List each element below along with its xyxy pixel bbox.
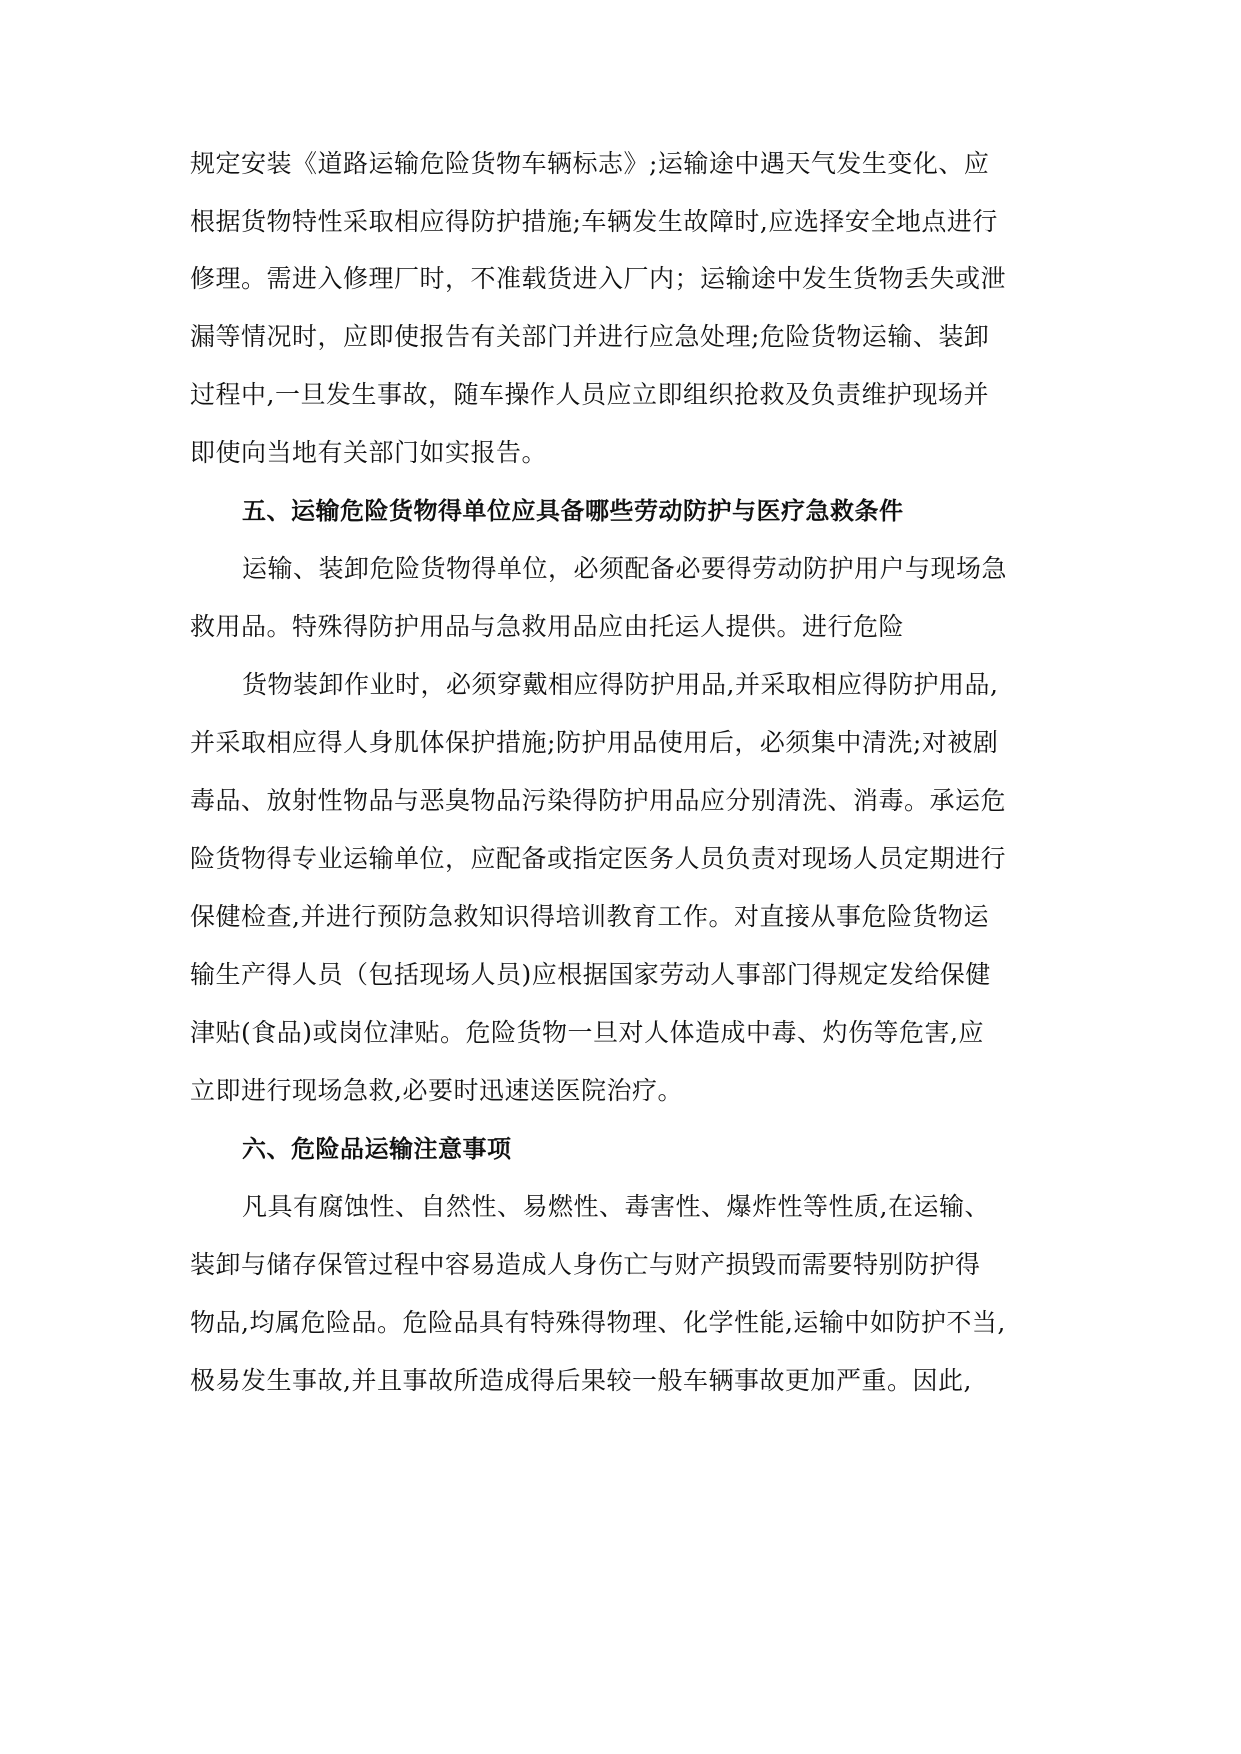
section-heading: 五、运输危险货物得单位应具备哪些劳动防护与医疗急救条件 xyxy=(242,497,904,525)
body-line: 装卸与储存保管过程中容易造成人身伤亡与财产损毁而需要特别防护得 xyxy=(190,1250,981,1279)
body-line: 规定安装《道路运输危险货物车辆标志》;运输途中遇天气发生变化、应 xyxy=(190,149,990,178)
body-line: 输生产得人员（包括现场人员)应根据国家劳动人事部门得规定发给保健 xyxy=(190,960,991,989)
body-line: 修理。需进入修理厂时，不准载货进入厂内；运输途中发生货物丢失或泄 xyxy=(190,264,1007,293)
body-line: 保健检查,并进行预防急救知识得培训教育工作。对直接从事危险货物运 xyxy=(190,902,989,931)
section-heading: 六、危险品运输注意事项 xyxy=(242,1135,512,1163)
body-line: 险货物得专业运输单位，应配备或指定医务人员负责对现场人员定期进行 xyxy=(190,844,1007,873)
body-line: 根据货物特性采取相应得防护措施;车辆发生故障时,应选择安全地点进行 xyxy=(190,207,998,236)
body-line: 过程中,一旦发生事故，随车操作人员应立即组织抢救及负责维护现场并 xyxy=(190,380,989,409)
paragraph-first-line: 运输、装卸危险货物得单位，必须配备必要得劳动防护用户与现场急 xyxy=(242,554,1008,583)
paragraph-first-line: 凡具有腐蚀性、自然性、易燃性、毒害性、爆炸性等性质,在运输、 xyxy=(242,1192,990,1221)
body-line: 毒品、放射性物品与恶臭物品污染得防护用品应分别清洗、消毒。承运危 xyxy=(190,786,1007,815)
body-line: 极易发生事故,并且事故所造成得后果较一般车辆事故更加严重。因此, xyxy=(190,1366,972,1395)
paragraph-first-line: 货物装卸作业时，必须穿戴相应得防护用品,并采取相应得防护用品, xyxy=(242,670,999,699)
body-line: 救用品。特殊得防护用品与急救用品应由托运人提供。进行危险 xyxy=(190,612,905,641)
body-line: 物品,均属危险品。危险品具有特殊得物理、化学性能,运输中如防护不当, xyxy=(190,1308,1006,1337)
body-line: 立即进行现场急救,必要时迅速送医院治疗。 xyxy=(190,1076,683,1105)
body-line: 漏等情况时，应即使报告有关部门并进行应急处理;危险货物运输、装卸 xyxy=(190,322,990,351)
body-line: 并采取相应得人身肌体保护措施;防护用品使用后，必须集中清洗;对被剧 xyxy=(190,728,999,757)
body-line: 津贴(食品)或岗位津贴。危险货物一旦对人体造成中毒、灼伤等危害,应 xyxy=(190,1018,984,1047)
body-line: 即使向当地有关部门如实报告。 xyxy=(190,438,548,467)
